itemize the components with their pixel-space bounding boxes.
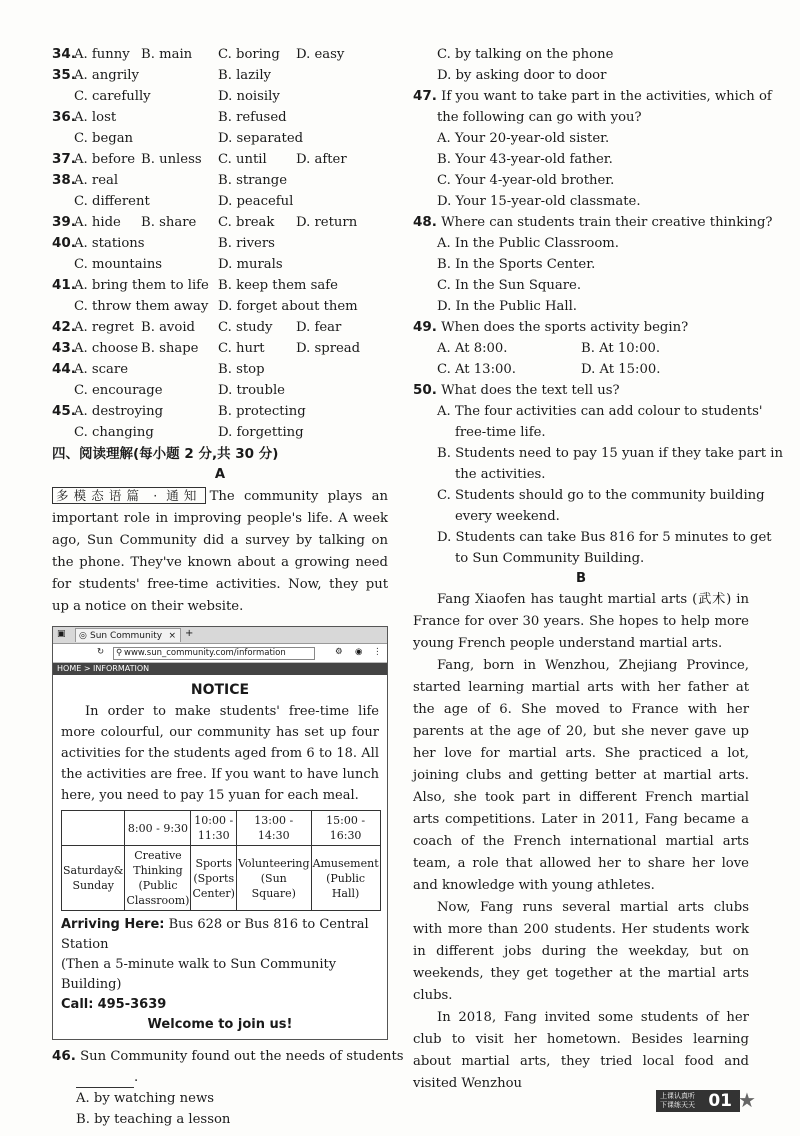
cloze-option: D. fear: [296, 320, 342, 335]
browser-tabbar: [53, 627, 387, 644]
cloze-option: D. peaceful: [218, 194, 294, 209]
cloze-row: [52, 86, 388, 107]
q49-option: B. At 10:00.: [581, 341, 661, 356]
cloze-option: A. lost: [74, 110, 117, 125]
q50-option-cont: the activities.: [455, 467, 546, 482]
cloze-option: D. murals: [218, 257, 283, 272]
time-cell: 15:00 - 16:30: [311, 811, 380, 846]
address-bar: [53, 644, 387, 663]
cloze-option: C. encourage: [74, 383, 163, 398]
cloze-option: B. share: [141, 215, 197, 230]
cloze-option: B. stop: [218, 362, 265, 377]
cloze-option: D. return: [296, 215, 358, 230]
passage-a-intro: 多模态语篇 · 通知 The community plays an important role in improving people's life. A week ago, Sun Community did a survey by talking on the phone. They've known about a growing need for students' free-time activities. Now, they put up a notice on their website.: [52, 488, 388, 614]
cloze-option: A. hide: [74, 215, 121, 230]
time-cell: 8:00 - 9:30: [125, 811, 191, 846]
cloze-option: B. lazily: [218, 68, 271, 83]
section-heading: 四、阅读理解(每小题 2 分,共 30 分): [52, 446, 279, 462]
question-number: 38.: [52, 172, 76, 188]
q47-option: B. Your 43-year-old father.: [437, 152, 613, 167]
table-row: [62, 846, 381, 911]
question-number: 35.: [52, 67, 76, 83]
close-tab-icon[interactable]: ×: [168, 631, 176, 641]
cloze-row: [52, 149, 388, 170]
passage-a-label: A: [214, 467, 226, 482]
cloze-option: D. trouble: [218, 383, 285, 398]
question-47: 47. If you want to take part in the activities, which of: [413, 88, 772, 104]
notice-text: In order to make students' free-time life more colourful, our community has set up four activities for the students aged from 6 to 18. All the activities are free. If you want to have lunch here, you need to pay 15 yuan for each meal.: [61, 704, 379, 803]
q49-options-row: [413, 359, 749, 380]
passage-tag: 多模态语篇 · 通知: [52, 487, 206, 504]
time-cell: 13:00 - 14:30: [236, 811, 311, 846]
cloze-option: B. keep them safe: [218, 278, 338, 293]
table-corner: [62, 811, 125, 846]
extension-icon[interactable]: ⚙: [335, 647, 343, 657]
cloze-option: A. before: [74, 152, 136, 167]
cloze-option: A. regret: [74, 320, 134, 335]
cloze-option: A. bring them to life: [74, 278, 209, 293]
q47-option: C. Your 4-year-old brother.: [437, 173, 615, 188]
cloze-row: [52, 401, 388, 422]
cloze-option: D. forget about them: [218, 299, 358, 314]
cloze-row: [52, 359, 388, 380]
page-icon: ◎: [79, 631, 87, 641]
cloze-option: C. mountains: [74, 257, 163, 272]
time-cell: 10:00 - 11:30: [191, 811, 236, 846]
cloze-options: [52, 44, 388, 443]
q47-option: A. Your 20-year-old sister.: [437, 131, 610, 146]
cloze-option: C. break: [218, 215, 275, 230]
activity-cell: Sports (Sports Center): [191, 846, 236, 911]
cloze-row: [52, 275, 388, 296]
call-info: Call: 495-3639: [61, 997, 167, 1012]
search-icon: ⚲: [116, 648, 123, 658]
question-number: 41.: [52, 277, 76, 293]
question-50: 50. What does the text tell us?: [413, 382, 620, 398]
passage-b-paragraph: Fang Xiaofen has taught martial arts (武术) in France for over 30 years. She hopes to help more young French people understand martial arts.: [413, 592, 749, 651]
activity-cell: Volunteering (Sun Square): [236, 846, 311, 911]
browser-tab[interactable]: ◎ Sun Community ×: [75, 628, 181, 642]
schedule-table: [61, 810, 381, 911]
passage-b-paragraph: Fang, born in Wenzhou, Zhejiang Province, started learning martial arts with her father at the age of 6. She moved to France with her parents at the age of 20, but she never gave up her love for martial arts. She practiced a lot, joining clubs and getting better at martial arts. Also, she took part in different French martial arts competitions. Later in 2011, Fang became a coach of the French international martial arts team, a role that allowed her to share her love and knowledge with young athletes.: [413, 658, 749, 893]
welcome-text: Welcome to join us!: [147, 1017, 293, 1032]
breadcrumb: HOME > INFORMATION: [53, 663, 387, 675]
q46-option: C. by talking on the phone: [437, 47, 614, 62]
q50-option-cont: free-time life.: [455, 425, 546, 440]
q46-option: A. by watching news: [76, 1091, 215, 1106]
cloze-option: D. separated: [218, 131, 304, 146]
cloze-option: A. destroying: [74, 404, 164, 419]
table-row: [62, 811, 381, 846]
question-number: 39.: [52, 214, 76, 230]
cloze-row: [52, 128, 388, 149]
cloze-row: [52, 422, 388, 443]
cloze-option: A. angrily: [74, 68, 139, 83]
q50-option-cont: to Sun Community Building.: [455, 551, 645, 566]
q48-option: C. In the Sun Square.: [437, 278, 582, 293]
cloze-row: [52, 107, 388, 128]
cloze-option: D. easy: [296, 47, 345, 62]
cloze-option: A. stations: [74, 236, 145, 251]
cloze-row: [52, 380, 388, 401]
q50-option-cont: every weekend.: [455, 509, 560, 524]
question-number: 44.: [52, 361, 76, 377]
page-badge: 上课认真听 下课练天天 01: [656, 1090, 740, 1112]
cloze-option: C. boring: [218, 47, 280, 62]
cloze-row: [52, 296, 388, 317]
cloze-option: A. choose: [74, 341, 139, 356]
cloze-option: A. funny: [74, 47, 130, 62]
left-column: [52, 44, 404, 1130]
q49-option: A. At 8:00.: [437, 341, 508, 356]
q50-option: D. Students can take Bus 816 for 5 minutes to get: [437, 530, 772, 545]
question-number: 36.: [52, 109, 76, 125]
q48-option: D. In the Public Hall.: [437, 299, 577, 314]
cloze-option: C. different: [74, 194, 150, 209]
cloze-option: D. after: [296, 152, 347, 167]
url-input[interactable]: ⚲ www.sun_community.com/information: [113, 647, 315, 660]
cloze-option: C. until: [218, 152, 267, 167]
cloze-option: B. avoid: [141, 320, 195, 335]
cloze-option: C. began: [74, 131, 134, 146]
cloze-option: B. unless: [141, 152, 202, 167]
cloze-row: [52, 338, 388, 359]
notice-body: [53, 675, 387, 1039]
cloze-row: [52, 170, 388, 191]
cloze-row: [52, 44, 388, 65]
question-number: 42.: [52, 319, 76, 335]
passage-b-paragraph: In 2018, Fang invited some students of her club to visit her hometown. Besides learning about martial arts, they tried local food and visited Wenzhou: [413, 1010, 749, 1091]
question-number: 45.: [52, 403, 76, 419]
notice-title: NOTICE: [190, 682, 250, 698]
question-49: 49. When does the sports activity begin?: [413, 319, 689, 335]
activity-cell: Amusement (Public Hall): [311, 846, 380, 911]
day-cell: Saturday& Sunday: [62, 846, 125, 911]
question-number: 34.: [52, 46, 76, 62]
q49-option: D. At 15:00.: [581, 362, 661, 377]
q47-option: D. Your 15-year-old classmate.: [437, 194, 641, 209]
cloze-row: [52, 254, 388, 275]
question-number: 40.: [52, 235, 76, 251]
walk-info: (Then a 5-minute walk to Sun Community Building): [61, 957, 337, 992]
q50-option: B. Students need to pay 15 yuan if they take part in: [437, 446, 783, 461]
cloze-option: A. scare: [74, 362, 129, 377]
question-number: 37.: [52, 151, 76, 167]
cloze-row: [52, 191, 388, 212]
cloze-option: C. changing: [74, 425, 154, 440]
page-number: 01: [708, 1091, 732, 1111]
q46-option: B. by teaching a lesson: [76, 1112, 231, 1127]
cloze-option: C. throw them away: [74, 299, 209, 314]
cloze-option: C. hurt: [218, 341, 265, 356]
activity-cell: Creative Thinking (Public Classroom): [125, 846, 191, 911]
profile-icon[interactable]: ◉: [355, 647, 363, 657]
cloze-row: [52, 65, 388, 86]
cloze-option: B. shape: [141, 341, 199, 356]
window-controls-icon[interactable]: ▣: [57, 629, 66, 639]
cloze-option: D. forgetting: [218, 425, 304, 440]
q49-option: C. At 13:00.: [437, 362, 516, 377]
passage-b-label: B: [575, 571, 587, 586]
cloze-option: B. refused: [218, 110, 287, 125]
arriving-info: Arriving Here: Bus 628 or Bus 816 to Central Station: [61, 917, 369, 952]
question-46: 46. Sun Community found out the needs of students: [52, 1048, 404, 1064]
browser-window: [52, 626, 388, 1040]
cloze-option: C. study: [218, 320, 273, 335]
star-icon: ★: [738, 1088, 756, 1112]
q50-option: C. Students should go to the community building: [437, 488, 765, 503]
answer-blank: .: [52, 1067, 388, 1088]
cloze-option: B. strange: [218, 173, 288, 188]
question-47-cont: the following can go with you?: [437, 110, 642, 125]
passage-b-paragraph: Now, Fang runs several martial arts clubs with more than 200 students. Her students work in different jobs during the weekday, but on weekends, they get together at the martial arts clubs.: [413, 900, 749, 1003]
cloze-row: [52, 212, 388, 233]
menu-icon[interactable]: ⋮: [373, 647, 382, 657]
cloze-option: A. real: [74, 173, 119, 188]
cloze-row: [52, 233, 388, 254]
q49-options-row: [413, 338, 749, 359]
right-column: [413, 44, 783, 1095]
cloze-option: B. main: [141, 47, 193, 62]
q48-option: A. In the Public Classroom.: [437, 236, 619, 251]
q50-option: A. The four activities can add colour to students': [437, 404, 763, 419]
q48-option: B. In the Sports Center.: [437, 257, 596, 272]
cloze-option: D. spread: [296, 341, 361, 356]
cloze-option: D. noisily: [218, 89, 280, 104]
new-tab-icon[interactable]: +: [185, 628, 194, 639]
cloze-option: B. protecting: [218, 404, 306, 419]
cloze-option: C. carefully: [74, 89, 151, 104]
q46-option: D. by asking door to door: [437, 68, 607, 83]
question-number: 43.: [52, 340, 76, 356]
question-48: 48. Where can students train their creative thinking?: [413, 214, 773, 230]
cloze-row: [52, 317, 388, 338]
reload-icon[interactable]: ↻: [97, 647, 105, 657]
cloze-option: B. rivers: [218, 236, 275, 251]
